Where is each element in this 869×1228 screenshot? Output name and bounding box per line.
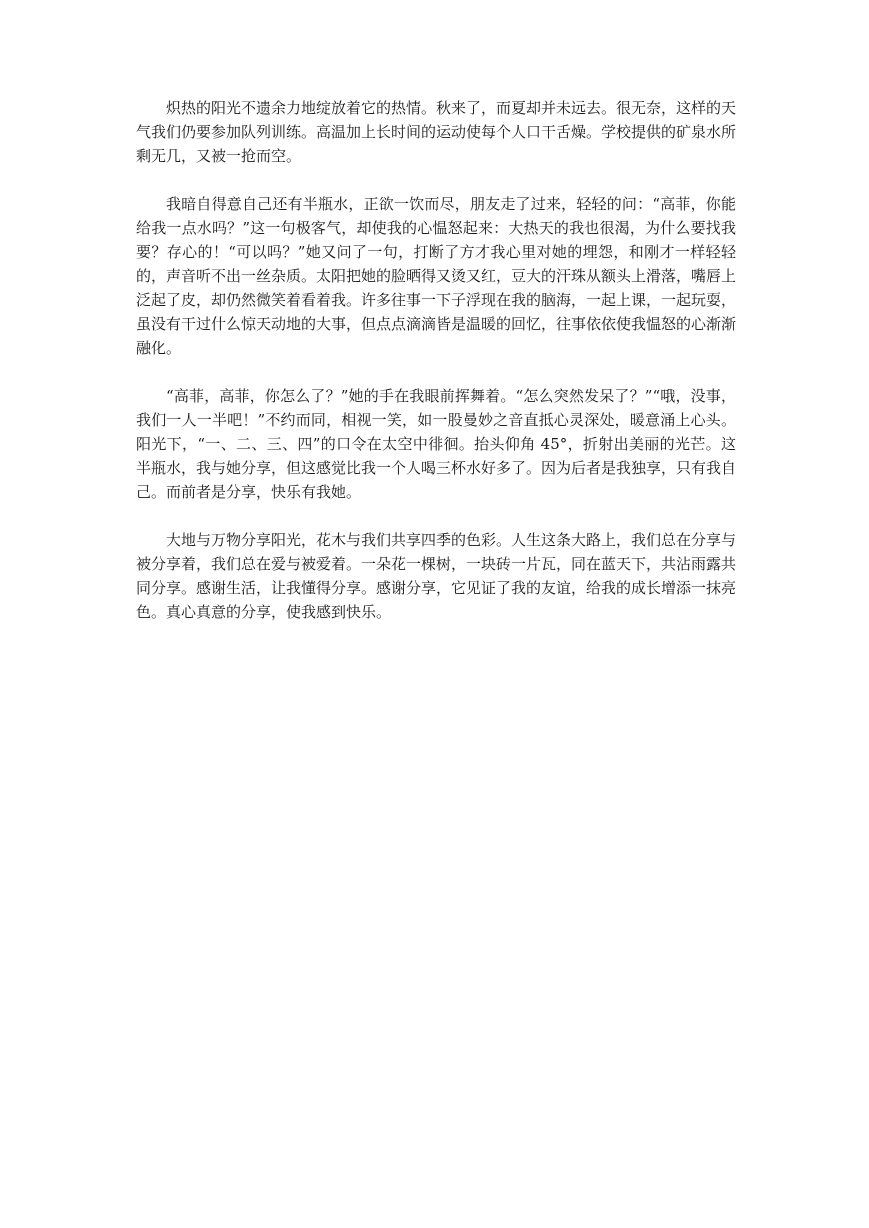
- paragraph-1: 炽热的阳光不遗余力地绽放着它的热情。秋来了，而夏却并未远去。很无奈，这样的天气我们仍要参加队列训练。高温加上长时间的运动使每个人口干舌燥。学校提供的矿泉水所剩无几，又被一抢而空。: [136, 99, 737, 165]
- document-page: [136, 96, 736, 648]
- paragraph-3: “高菲，高菲，你怎么了？”她的手在我眼前挥舞着。“怎么突然发呆了？”“哦，没事，我们一人一半吧！”不约而同，相视一笑，如一股曼妙之音直抵心灵深处，暖意涌上心头。阳光下，“一、二、三、四”的口令在太空中徘徊。抬头仰角 45°，折射出美丽的光芒。这半瓶水，我与她分享，但这感觉比我一个人喝三杯水好多了。因为后者是我独享，只有我自己。而前者是分享，快乐有我她。: [136, 387, 737, 501]
- paragraph-2: 我暗自得意自己还有半瓶水，正欲一饮而尽，朋友走了过来，轻轻的问：“高菲，你能给我一点水吗？”这一句极客气，却使我的心愠怒起来：大热天的我也很渴，为什么要找我要？存心的！“可以吗？”她又问了一句，打断了方才我心里对她的埋怨，和刚才一样轻轻的，声音听不出一丝杂质。太阳把她的脸晒得又烫又红，豆大的汗珠从额头上滑落，嘴唇上泛起了皮，却仍然微笑着看着我。许多往事一下子浮现在我的脑海，一起上课，一起玩耍，虽没有干过什么惊天动地的大事，但点点滴滴皆是温暖的回忆，往事依依使我愠怒的心渐渐融化。: [136, 195, 737, 357]
- paragraph-4: 大地与万物分享阳光，花木与我们共享四季的色彩。人生这条大路上，我们总在分享与被分享着，我们总在爱与被爱着。一朵花一棵树，一块砖一片瓦，同在蓝天下，共沾雨露共同分享。感谢生活，让我懂得分享。感谢分享，它见证了我的友谊，给我的成长增添一抹亮色。真心真意的分享，使我感到快乐。: [136, 531, 737, 621]
